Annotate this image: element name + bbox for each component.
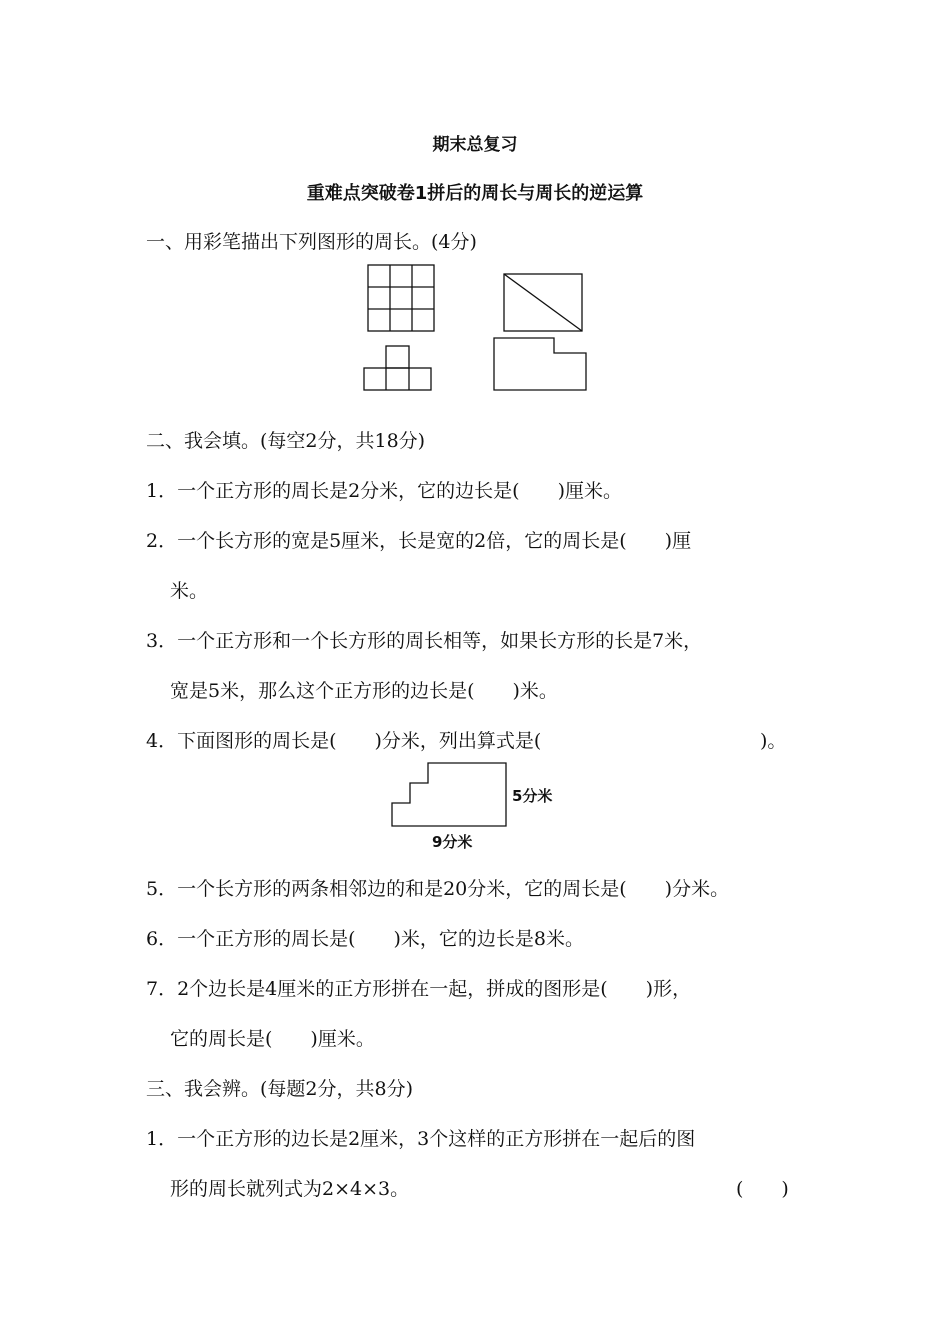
question-2-1: 1．一个正方形的周长是2分米，它的边长是( )厘米。: [146, 480, 623, 502]
question-2-4: 4．下面图形的周长是( )分米，列出算式是(: [146, 730, 542, 752]
page-subtitle: 重难点突破卷1拼后的周长与周长的逆运算: [306, 183, 644, 204]
question-2-6: 6．一个正方形的周长是( )米，它的边长是8米。: [146, 928, 585, 950]
grid-square-figure: [368, 265, 434, 331]
page-title: 期末总复习: [432, 135, 518, 155]
question-2-3-cont: 宽是5米，那么这个正方形的边长是( )米。: [170, 680, 558, 702]
question-2-3: 3．一个正方形和一个长方形的周长相等，如果长方形的长是7米，: [146, 630, 703, 652]
width-label: 9分米: [432, 833, 473, 851]
stepped-shape-figure: [494, 338, 586, 390]
t-shape-figure: [364, 346, 431, 390]
section2-heading: 二、我会填。(每空2分，共18分): [146, 430, 426, 452]
diagonal-rectangle-figure: [504, 274, 582, 331]
height-label: 5分米: [512, 787, 553, 805]
section3-heading: 三、我会辨。(每题2分，共8分): [146, 1078, 414, 1100]
answer-bracket: ( ): [736, 1178, 789, 1200]
question-3-1: 1．一个正方形的边长是2厘米，3个这样的正方形拼在一起后的图: [146, 1128, 696, 1150]
question-2-4-close: )。: [760, 730, 787, 752]
question-2-7-cont: 它的周长是( )厘米。: [170, 1028, 375, 1050]
question-3-1-cont: 形的周长就列式为2×4×3。: [170, 1178, 410, 1200]
question-2-5: 5．一个长方形的两条相邻边的和是20分米，它的周长是( )分米。: [146, 878, 730, 900]
question-2-7: 7．2个边长是4厘米的正方形拼在一起，拼成的图形是( )形，: [146, 978, 692, 1000]
question-2-2-cont: 米。: [170, 580, 209, 602]
question-2-2: 2．一个长方形的宽是5厘米，长是宽的2倍，它的周长是( )厘: [146, 530, 692, 552]
section1-heading: 一、用彩笔描出下列图形的周长。(4分): [146, 231, 477, 253]
staircase-figure: [392, 763, 506, 826]
